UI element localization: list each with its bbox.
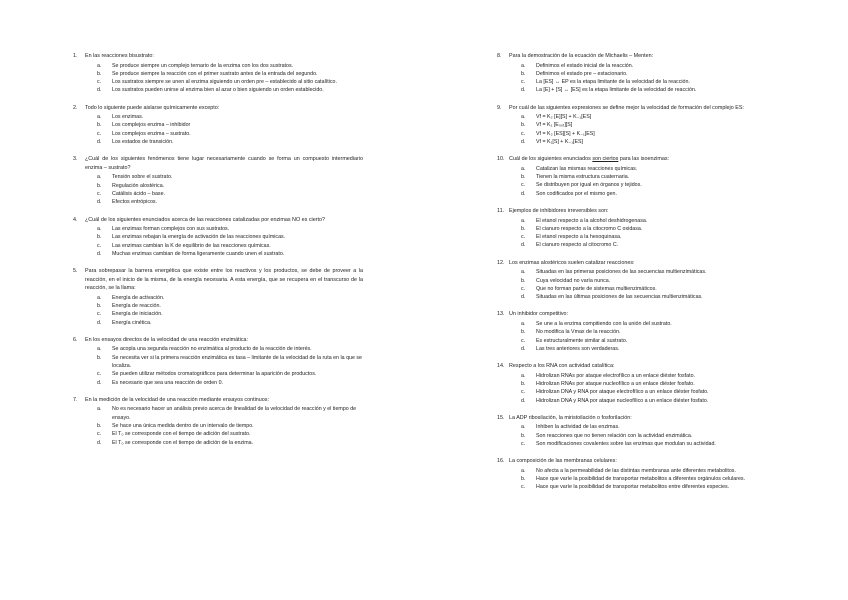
question-number: 1. xyxy=(73,53,78,59)
question-11 xyxy=(497,207,787,250)
option-text: El T₀ se corresponde con el tiempo de adición del sustrato. xyxy=(112,431,251,438)
option-letter: d. xyxy=(97,199,102,206)
option-text: Se hace una única medida dentro de un intervalo de tiempo. xyxy=(112,423,254,430)
question-text-part: Cuál de los siguientes enunciados xyxy=(509,156,593,163)
option-item xyxy=(497,467,787,475)
question-text: En la medición de la velocidad de una reacción mediante ensayos continuos: xyxy=(85,396,269,403)
option-item xyxy=(73,430,363,438)
option-text: La [E] + [S] ↔ [ES] es la etapa limitante de la velocidad de reacción. xyxy=(536,87,697,94)
option-item xyxy=(497,440,787,448)
option-item xyxy=(497,190,787,198)
option-letter: a. xyxy=(521,217,526,224)
question-3 xyxy=(73,155,363,206)
option-item xyxy=(73,233,363,241)
option-item xyxy=(497,423,787,431)
question-10 xyxy=(497,155,787,198)
option-text: Situadas en las últimas posiciones de las secuencias multienzimáticas. xyxy=(536,294,703,301)
question-text: En las reacciones bisustrato: xyxy=(85,53,154,59)
options-list xyxy=(497,467,787,492)
option-item xyxy=(73,319,363,327)
question-text: ¿Cuál de los siguientes enunciados acerca de las reacciones catalizadas por enzimas NO es cierto? xyxy=(85,216,326,223)
option-letter: a. xyxy=(97,346,102,353)
option-item xyxy=(497,86,787,94)
option-item xyxy=(497,268,787,276)
option-text: La [ES] ↔ EP es la etapa limitante de la velocidad de la reacción. xyxy=(536,79,690,86)
option-item xyxy=(73,138,363,146)
option-text: No modifica la Vmax de la reacción. xyxy=(536,329,621,336)
option-letter: c. xyxy=(521,484,526,491)
option-text: Hidrolizan DNA y RNA por ataque electrofílico a un enlace diéster fosfato. xyxy=(536,389,709,396)
option-letter: a. xyxy=(97,114,102,121)
option-item xyxy=(73,121,363,129)
question-15 xyxy=(497,414,787,448)
option-text: Se acopla una segunda reacción no enzimática al producto de la reacción de interés. xyxy=(112,346,312,353)
option-text: Muchas enzimas cambian de forma ligeramente cuando unen el sustrato. xyxy=(112,250,285,257)
option-letter: d. xyxy=(521,345,526,352)
question-text-part: para las isoenzimas: xyxy=(618,156,670,163)
options-list xyxy=(497,320,787,353)
option-text: No afecta a la permeabilidad de las distintas membranas ante diferentes metabolitos. xyxy=(536,467,736,474)
question-number: 15. xyxy=(497,414,505,421)
question-number: 7. xyxy=(73,396,78,403)
option-text: Efectos entrópicos. xyxy=(112,199,158,206)
option-text: Las tres anteriores son verdaderas. xyxy=(536,345,620,352)
question-number: 2. xyxy=(73,104,78,111)
option-letter: b. xyxy=(521,329,526,336)
question-text: Ejemplos de inhibidores irreversibles son: xyxy=(509,208,609,215)
option-text: Situadas en las primeras posiciones de las secuencias multienzimáticas. xyxy=(536,269,707,276)
option-letter: d. xyxy=(97,439,102,446)
question-number: 8. xyxy=(497,53,502,59)
question-text: En los ensayos directos de la velocidad de una reacción enzimática: xyxy=(85,336,249,343)
question-4 xyxy=(73,216,363,259)
option-text: Se necesita ver si la primera reacción enzimática es tasa – limitante de la velocidad de la ruta en la que se localiza. xyxy=(112,354,362,370)
option-letter: d. xyxy=(97,319,102,326)
option-letter: c. xyxy=(521,234,526,241)
question-number: 5. xyxy=(73,268,78,275)
option-letter: d. xyxy=(521,397,526,404)
question-number: 4. xyxy=(73,216,78,223)
option-item xyxy=(73,78,363,86)
option-text: Tensión sobre el sustrato. xyxy=(112,174,173,181)
option-text: Hace que varíe la posibilidad de transportar metabolitos entre diferentes especies. xyxy=(536,484,730,491)
option-item xyxy=(497,432,787,440)
option-text: Se produce siempre un complejo ternario de la enzima con los dos sustratos. xyxy=(112,62,294,69)
option-item xyxy=(497,138,787,146)
option-text: Energía de iniciación. xyxy=(112,311,163,318)
option-text: Es necesario que sea una reacción de orden 0. xyxy=(112,379,224,386)
option-item xyxy=(73,345,363,353)
option-letter: b. xyxy=(97,354,102,361)
option-letter: b. xyxy=(521,432,526,439)
question-text xyxy=(509,155,787,164)
option-item xyxy=(73,250,363,258)
left-column xyxy=(73,52,363,456)
option-item xyxy=(73,405,363,422)
option-text: Los sustratos siempre se unen al enzima siguiendo un orden pre – establecido al sitio catalítico. xyxy=(112,79,337,86)
option-item xyxy=(497,483,787,491)
question-text: Los enzimas alostéricos suelen catalizar reacciones: xyxy=(509,259,635,266)
option-text: Se pueden utilizar métodos cromatográficos para determinar la aparición de productos. xyxy=(112,371,317,378)
option-item xyxy=(497,277,787,285)
options-list xyxy=(497,268,787,301)
option-letter: b. xyxy=(97,303,102,310)
option-letter: a. xyxy=(521,165,526,172)
option-letter: a. xyxy=(97,174,102,181)
option-letter: a. xyxy=(521,372,526,379)
option-letter: c. xyxy=(521,337,526,344)
option-text: Que no forman parte de sistemas multienzimáticos. xyxy=(536,285,657,292)
option-letter: d. xyxy=(521,294,526,301)
option-letter: d. xyxy=(521,139,526,146)
option-item xyxy=(73,302,363,310)
option-letter: d. xyxy=(97,139,102,146)
options-list xyxy=(73,345,363,386)
option-item xyxy=(497,293,787,301)
option-item xyxy=(73,370,363,378)
option-item xyxy=(497,130,787,138)
option-letter: a. xyxy=(521,424,526,431)
option-text: Vf = K₁ [E₀ₓₜ][S] xyxy=(536,122,573,129)
option-letter: d. xyxy=(521,242,526,249)
option-item xyxy=(497,121,787,129)
option-item xyxy=(73,354,363,371)
question-6 xyxy=(73,336,363,387)
option-text: Las enzimas forman complejos con sus sustratos. xyxy=(112,226,230,233)
question-number: 14. xyxy=(497,363,505,370)
question-8 xyxy=(497,52,787,95)
question-14 xyxy=(497,362,787,405)
options-list xyxy=(497,423,787,448)
option-text: Vf = K₂ [ES][S] + K₋₁[ES] xyxy=(536,130,595,137)
option-text: Vf = K₁[S] + K₋₁[ES] xyxy=(536,139,583,146)
option-letter: c. xyxy=(97,242,102,249)
option-item xyxy=(497,388,787,396)
option-item xyxy=(497,475,787,483)
option-text: Definimos el estado pre – estacionario. xyxy=(536,70,628,77)
option-text: El etanol respecto a la hexoquinasa. xyxy=(536,234,622,241)
question-number: 10. xyxy=(497,156,505,163)
options-list xyxy=(497,217,787,250)
option-text: Se produce siempre la reacción con el primer sustrato antes de la entrada del segundo. xyxy=(112,70,318,77)
question-text: La composición de las membranas celulares: xyxy=(509,458,617,465)
question-12 xyxy=(497,259,787,302)
option-text: Los enzimas. xyxy=(112,114,144,121)
option-letter: a. xyxy=(521,467,526,474)
option-letter: c. xyxy=(97,431,102,438)
question-text: ¿Cuál de los siguientes fenómenos tiene lugar necesariamente cuando se forma un compuesto intermediario enzima – sustrato? xyxy=(85,156,363,171)
option-letter: a. xyxy=(521,269,526,276)
option-text: El cianuro respecto a la citocromo C oxidasa. xyxy=(536,225,643,232)
question-text-underlined: son ciertos xyxy=(592,156,619,163)
question-1 xyxy=(73,52,363,95)
option-text: Inhiben la actividad de las enzimas. xyxy=(536,424,620,431)
options-list xyxy=(73,294,363,327)
option-item xyxy=(73,113,363,121)
option-letter: b. xyxy=(97,122,102,129)
option-item xyxy=(497,225,787,233)
option-item xyxy=(497,372,787,380)
option-letter: c. xyxy=(97,190,102,197)
option-text: Hidrolizan RNAs por ataque nucleofílico a un enlace diéster fosfato. xyxy=(536,380,695,387)
option-letter: a. xyxy=(97,294,102,301)
question-text: Para sobrepasar la barrera energética que existe entre los reactivos y los productos, se debe de proveer a la reacción, en el inicio de la misma, de la energía necesaria. A esta energía, que se recupera en el transcurso de la reacción, se la llama: xyxy=(85,268,363,292)
question-text: Para la demostración de la ecuación de Michaelis – Menten: xyxy=(509,53,654,59)
question-number: 12. xyxy=(497,259,505,266)
option-item xyxy=(73,190,363,198)
option-item xyxy=(497,233,787,241)
question-13 xyxy=(497,310,787,353)
option-letter: b. xyxy=(521,476,526,482)
option-letter: c. xyxy=(97,311,102,318)
options-list xyxy=(73,62,363,95)
right-column xyxy=(497,52,787,501)
option-item xyxy=(497,62,787,70)
option-letter: c. xyxy=(97,79,102,86)
option-letter: b. xyxy=(97,234,102,241)
options-list xyxy=(497,62,787,95)
options-list xyxy=(73,113,363,146)
option-letter: a. xyxy=(521,320,526,327)
option-item xyxy=(497,285,787,293)
option-item xyxy=(73,70,363,78)
question-5 xyxy=(73,267,363,327)
question-number: 11. xyxy=(497,208,505,215)
option-letter: b. xyxy=(521,277,526,284)
options-list xyxy=(73,173,363,206)
option-text: Tienen la misma estructura cuaternaria. xyxy=(536,174,630,181)
option-item xyxy=(497,173,787,181)
option-text: Son reacciones que no tienen relación con la actividad enzimática. xyxy=(536,432,693,439)
options-list xyxy=(73,405,363,446)
question-text: La ADP ribosilación, la miristoilación o fosforilación: xyxy=(509,414,632,421)
option-letter: d. xyxy=(521,87,526,94)
option-item xyxy=(73,130,363,138)
option-item xyxy=(73,422,363,430)
option-text: Catálisis ácido – base. xyxy=(112,190,165,197)
option-letter: c. xyxy=(521,440,526,447)
option-item xyxy=(497,113,787,121)
option-item xyxy=(497,78,787,86)
option-text: Energía cinética. xyxy=(112,319,152,326)
option-item xyxy=(73,439,363,447)
option-letter: c. xyxy=(521,285,526,292)
option-text: Energía de activación. xyxy=(112,294,165,301)
option-letter: c. xyxy=(521,79,526,86)
option-text: Cuya velocidad no varía nunca. xyxy=(536,277,611,284)
option-letter: d. xyxy=(97,379,102,386)
option-item xyxy=(73,86,363,94)
options-list xyxy=(497,113,787,146)
option-letter: b. xyxy=(97,423,102,430)
option-text: Hace que varíe la posibilidad de transportar metabolitos a diferentes orgánulos celulares. xyxy=(536,476,746,482)
option-item xyxy=(73,242,363,250)
options-list xyxy=(497,372,787,405)
option-text: Los sustratos pueden unirse al enzima bien al azar o bien siguiendo un orden establecido. xyxy=(112,87,324,94)
option-text: El T₀ se corresponde con el tiempo de adición de la enzima. xyxy=(112,439,254,446)
option-letter: d. xyxy=(97,87,102,94)
option-letter: a. xyxy=(97,226,102,233)
options-list xyxy=(73,225,363,258)
option-item xyxy=(497,397,787,405)
option-item xyxy=(497,70,787,78)
option-letter: d. xyxy=(97,250,102,257)
option-text: El cianuro respecto al citocromo C. xyxy=(536,242,619,249)
option-item xyxy=(497,320,787,328)
option-text: Los estados de transición. xyxy=(112,139,174,146)
option-text: Los complejos enzima – sustrato. xyxy=(112,130,191,137)
question-9 xyxy=(497,104,787,147)
option-text: Se une a la enzima compitiendo con la unión del sustrato. xyxy=(536,320,672,327)
option-text: Regulación alostérica. xyxy=(112,182,165,189)
option-text: El etanol respecto a la alcohol deshidrogenasa. xyxy=(536,217,648,224)
option-item xyxy=(73,310,363,318)
option-text: Las enzimas rebajan la energía de activación de las reacciones químicas. xyxy=(112,234,286,241)
option-text: Se distribuyen por igual en órganos y tejidos. xyxy=(536,182,642,189)
option-letter: b. xyxy=(521,225,526,232)
question-text: Un inhibidor competitivo: xyxy=(509,311,569,318)
option-text: Definimos el estado inicial de la reacción. xyxy=(536,62,634,69)
option-text: Las enzimas cambian la K de equilibrio de las reacciones químicas. xyxy=(112,242,271,249)
option-item xyxy=(497,345,787,353)
option-letter: b. xyxy=(521,380,526,387)
question-number: 9. xyxy=(497,104,502,111)
option-item xyxy=(73,62,363,70)
option-item xyxy=(73,173,363,181)
option-text: Son codificados por el mismo gen. xyxy=(536,190,617,197)
option-item xyxy=(497,165,787,173)
option-item xyxy=(497,380,787,388)
option-item xyxy=(497,217,787,225)
option-item xyxy=(497,241,787,249)
option-letter: c. xyxy=(521,182,526,189)
option-letter: c. xyxy=(97,130,102,137)
option-item xyxy=(73,225,363,233)
option-letter: b. xyxy=(97,70,102,77)
option-text: Catalizan las mismas reacciones químicas. xyxy=(536,165,638,172)
option-text: Hidrolizan RNAs por ataque electrofílico a un enlace diéster fosfato. xyxy=(536,372,695,379)
question-text: Todo lo siguiente puede aislarse químicamente excepto: xyxy=(85,104,220,111)
option-letter: a. xyxy=(521,62,526,69)
option-item xyxy=(73,198,363,206)
options-list xyxy=(497,165,787,198)
option-text: No es necesario hacer un análisis previo acerca de linealidad de la velocidad de reacción y el tiempo de ensayo. xyxy=(112,406,357,421)
option-letter: b. xyxy=(521,174,526,181)
question-2 xyxy=(73,104,363,147)
option-item xyxy=(73,379,363,387)
option-item xyxy=(73,182,363,190)
option-letter: b. xyxy=(97,182,102,189)
option-text: Son modificaciones covalentes sobre las enzimas que modulan su actividad. xyxy=(536,440,716,447)
option-text: Vf = K₂ [E][S] + K₋₁[ES] xyxy=(536,114,592,121)
option-text: Los complejos enzima – inhibidor xyxy=(112,122,191,129)
option-text: Hidrolizan DNA y RNA por ataque nucleofílico a un enlace diéster fosfato. xyxy=(536,397,709,404)
option-letter: c. xyxy=(97,371,102,378)
option-letter: c. xyxy=(521,389,526,396)
option-letter: c. xyxy=(521,130,526,137)
question-number: 13. xyxy=(497,311,505,318)
option-item xyxy=(497,328,787,336)
option-text: Es estructuralmente similar al sustrato. xyxy=(536,337,628,344)
question-16 xyxy=(497,457,787,491)
option-letter: a. xyxy=(97,406,102,413)
option-letter: b. xyxy=(521,122,526,129)
option-item xyxy=(497,181,787,189)
question-number: 6. xyxy=(73,336,78,343)
question-number: 16. xyxy=(497,458,505,465)
question-text: Por cuál de las siguientes expresiones se define mejor la velocidad de formación del complejo ES: xyxy=(509,104,744,111)
option-letter: b. xyxy=(521,70,526,77)
option-text: Energía de reacción. xyxy=(112,303,161,310)
question-number: 3. xyxy=(73,156,78,163)
question-text: Respecto a los RNA con actividad catalítica: xyxy=(509,363,615,370)
option-letter: a. xyxy=(521,114,526,121)
option-item xyxy=(497,337,787,345)
option-letter: d. xyxy=(521,190,526,197)
option-item xyxy=(73,294,363,302)
question-7 xyxy=(73,396,363,447)
option-letter: a. xyxy=(97,62,102,69)
